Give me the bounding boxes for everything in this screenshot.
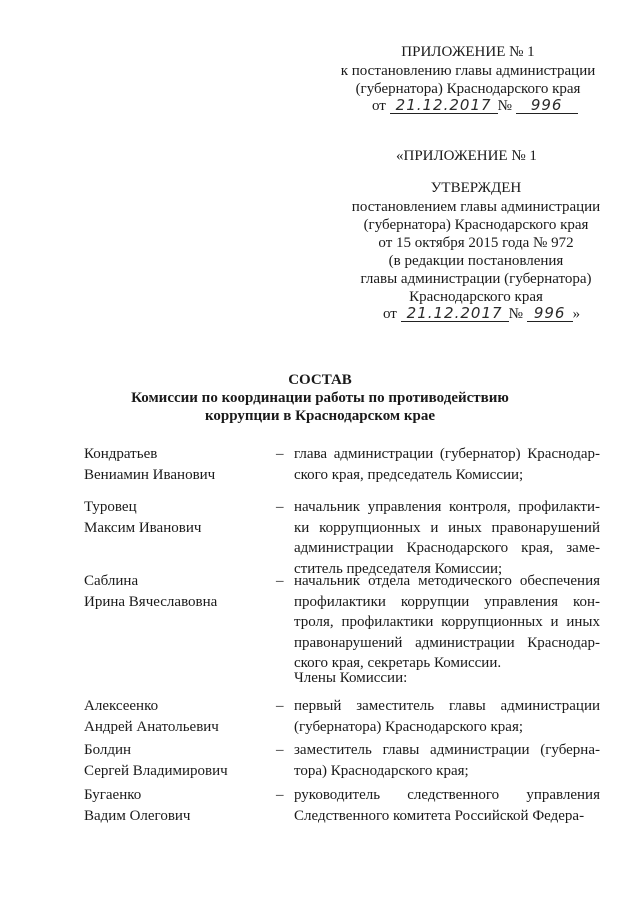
person-role: глава администрации (губернатор) Краснодар-ского края, председатель Комиссии; bbox=[294, 446, 600, 483]
approval-appendix-title: «ПРИЛОЖЕНИЕ № 1 bbox=[396, 148, 537, 164]
person-surname: Алексеенко bbox=[84, 698, 159, 714]
person-given-names: Сергей Владимирович bbox=[84, 762, 228, 779]
dash-separator: – bbox=[276, 573, 284, 589]
person-name bbox=[84, 444, 264, 485]
dash-separator: – bbox=[276, 742, 284, 758]
approval-line-5: главы администрации (губернатора) bbox=[360, 271, 592, 287]
handwritten-date: 21.12.2017 bbox=[401, 306, 509, 322]
closing-quote: » bbox=[572, 306, 581, 322]
person-surname: Болдин bbox=[84, 742, 132, 758]
person-surname: Бугаенко bbox=[84, 787, 142, 803]
person-given-names: Максим Иванович bbox=[84, 519, 202, 536]
number-sign: № bbox=[508, 306, 523, 322]
person-surname: Саблина bbox=[84, 573, 139, 589]
handwritten-number: 996 bbox=[527, 306, 573, 322]
person-role: руководитель следственного управления Следственного комитета Российской Федера- bbox=[294, 787, 600, 824]
handwritten-number: 996 bbox=[516, 98, 578, 114]
person-name bbox=[84, 497, 264, 538]
appendix-to-resolution: к постановлению главы администрации bbox=[340, 63, 596, 79]
person-given-names: Вениамин Иванович bbox=[84, 466, 216, 483]
dash-separator: – bbox=[276, 787, 284, 803]
composition-heading: СОСТАВ bbox=[288, 372, 352, 388]
person-role: первый заместитель главы администрации (губернатора) Краснодарского края; bbox=[294, 698, 600, 735]
approved-label: УТВЕРЖДЕН bbox=[430, 180, 522, 196]
date-prefix: от bbox=[372, 98, 386, 114]
composition-subtitle-1: Комиссии по координации работы по противодействию bbox=[131, 390, 509, 406]
person-role: начальник управления контроля, профилакти-ки коррупционных и иных правонарушений администрации Краснодарского края, заме-ститель председателя Комиссии; bbox=[294, 499, 600, 577]
person-given-names: Ирина Вячеславовна bbox=[84, 593, 218, 610]
handwritten-date: 21.12.2017 bbox=[390, 98, 498, 114]
person-name bbox=[84, 740, 264, 781]
person-surname: Туровец bbox=[84, 499, 137, 515]
person-given-names: Вадим Олегович bbox=[84, 807, 191, 824]
person-given-names: Андрей Анатольевич bbox=[84, 718, 219, 735]
appendix-governor: (губернатора) Краснодарского края bbox=[355, 81, 581, 97]
person-role: начальник отдела методического обеспечения профилактики коррупции управления кон-троля, профилактики коррупционных и иных правонарушений администрации Краснодар-ского края, секретарь Комиссии. bbox=[294, 573, 600, 671]
approval-line-4: (в редакции постановления bbox=[388, 253, 564, 269]
approval-line-6: Краснодарского края bbox=[409, 289, 543, 305]
approval-line-3: от 15 октября 2015 года № 972 bbox=[378, 235, 574, 251]
approval-date-line bbox=[383, 306, 580, 323]
person-role: заместитель главы администрации (губерна-тора) Краснодарского края; bbox=[294, 742, 600, 779]
date-prefix: от bbox=[383, 306, 397, 322]
approval-line-2: (губернатора) Краснодарского края bbox=[363, 217, 589, 233]
person-name bbox=[84, 785, 264, 826]
members-label: Члены Комиссии: bbox=[294, 670, 408, 686]
person-name bbox=[84, 696, 264, 737]
person-name bbox=[84, 571, 264, 612]
appendix-title: ПРИЛОЖЕНИЕ № 1 bbox=[401, 44, 535, 60]
composition-subtitle-2: коррупции в Краснодарском крае bbox=[204, 408, 436, 424]
dash-separator: – bbox=[276, 698, 284, 714]
approval-line-1: постановлением главы администрации bbox=[351, 199, 601, 215]
person-surname: Кондратьев bbox=[84, 446, 158, 462]
dash-separator: – bbox=[276, 446, 284, 462]
header-date-line bbox=[372, 98, 578, 115]
number-sign: № bbox=[497, 98, 512, 114]
dash-separator: – bbox=[276, 499, 284, 515]
